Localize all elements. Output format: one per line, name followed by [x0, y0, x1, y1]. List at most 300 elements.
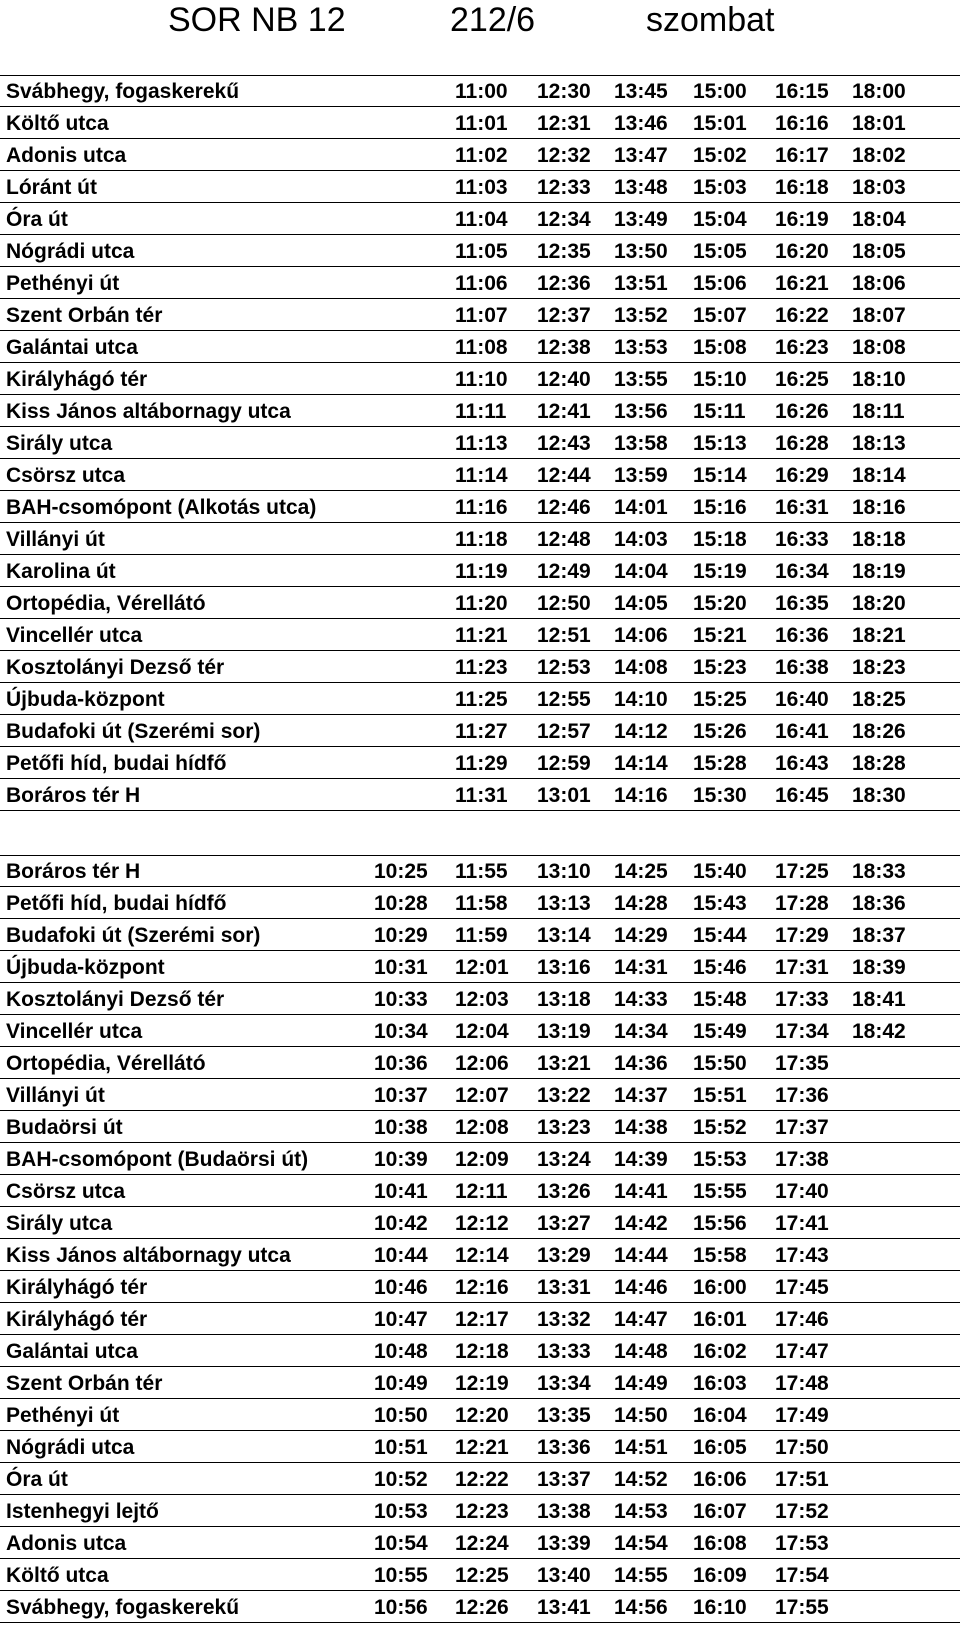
departure-time: 14:28 — [614, 892, 668, 915]
stop-name: Ortopédia, Vérellátó — [6, 592, 206, 615]
departure-time: 15:04 — [693, 208, 747, 231]
departure-time: 18:00 — [852, 80, 906, 103]
departure-time: 15:02 — [693, 144, 747, 167]
departure-time: 11:16 — [455, 496, 508, 519]
departure-time: 14:04 — [614, 560, 668, 583]
departure-time: 13:46 — [614, 112, 668, 135]
timetable-row — [0, 171, 960, 203]
departure-time: 14:36 — [614, 1052, 668, 1075]
stop-name: Villányi út — [6, 1084, 105, 1107]
stop-name: Csörsz utca — [6, 464, 126, 487]
departure-time: 10:37 — [374, 1084, 428, 1107]
departure-time: 15:51 — [693, 1084, 747, 1107]
departure-time: 18:11 — [852, 400, 905, 423]
departure-time: 18:36 — [852, 892, 906, 915]
departure-time: 13:56 — [614, 400, 668, 423]
departure-time: 17:28 — [775, 892, 829, 915]
departure-time: 15:07 — [693, 304, 747, 327]
departure-time: 15:56 — [693, 1212, 747, 1235]
departure-time: 18:02 — [852, 144, 906, 167]
stop-name: Újbuda-központ — [6, 956, 165, 979]
timetable-row — [0, 555, 960, 587]
departure-time: 16:06 — [693, 1468, 747, 1491]
stop-name: Galántai utca — [6, 336, 138, 359]
departure-time: 18:08 — [852, 336, 906, 359]
departure-time: 12:37 — [537, 304, 591, 327]
departure-time: 10:54 — [374, 1532, 428, 1555]
departure-time: 14:44 — [614, 1244, 668, 1267]
departure-time: 16:26 — [775, 400, 829, 423]
departure-time: 18:41 — [852, 988, 906, 1011]
stop-name: Kiss János altábornagy utca — [6, 1244, 291, 1267]
stop-name: Adonis utca — [6, 144, 127, 167]
departure-time: 13:47 — [614, 144, 668, 167]
stop-name: Újbuda-központ — [6, 688, 165, 711]
departure-time: 12:41 — [537, 400, 591, 423]
timetable-row — [0, 139, 960, 171]
timetable-row — [0, 1143, 960, 1175]
departure-time: 10:52 — [374, 1468, 428, 1491]
departure-time: 15:00 — [693, 80, 747, 103]
departure-time: 18:03 — [852, 176, 906, 199]
departure-time: 18:42 — [852, 1020, 906, 1043]
timetable-row — [0, 363, 960, 395]
departure-time: 15:10 — [693, 368, 747, 391]
departure-time: 12:50 — [537, 592, 591, 615]
stop-name: Boráros tér H — [6, 784, 141, 807]
departure-time: 10:36 — [374, 1052, 428, 1075]
stop-name: Nógrádi utca — [6, 240, 135, 263]
timetable-row — [0, 651, 960, 683]
departure-time: 15:43 — [693, 892, 747, 915]
departure-time: 10:51 — [374, 1436, 428, 1459]
departure-time: 15:46 — [693, 956, 747, 979]
departure-time: 17:36 — [775, 1084, 829, 1107]
stop-name: Nógrádi utca — [6, 1436, 135, 1459]
stop-name: Kiss János altábornagy utca — [6, 400, 291, 423]
departure-time: 12:48 — [537, 528, 591, 551]
departure-time: 12:24 — [455, 1532, 509, 1555]
departure-time: 12:40 — [537, 368, 591, 391]
departure-time: 13:58 — [614, 432, 668, 455]
stop-name: Villányi út — [6, 528, 105, 551]
departure-time: 18:06 — [852, 272, 906, 295]
departure-time: 16:03 — [693, 1372, 747, 1395]
departure-time: 12:30 — [537, 80, 591, 103]
departure-time: 14:54 — [614, 1532, 668, 1555]
departure-time: 12:57 — [537, 720, 591, 743]
departure-time: 13:22 — [537, 1084, 591, 1107]
departure-time: 12:26 — [455, 1596, 509, 1619]
departure-time: 18:05 — [852, 240, 906, 263]
stop-name: Karolina út — [6, 560, 116, 583]
departure-time: 12:18 — [455, 1340, 509, 1363]
timetable-row — [0, 1175, 960, 1207]
departure-time: 15:52 — [693, 1116, 747, 1139]
departure-time: 15:26 — [693, 720, 747, 743]
departure-time: 13:34 — [537, 1372, 591, 1395]
stop-name: Ortopédia, Vérellátó — [6, 1052, 206, 1075]
departure-time: 10:53 — [374, 1500, 428, 1523]
stop-name: Óra út — [6, 1468, 68, 1491]
departure-time: 13:14 — [537, 924, 591, 947]
departure-time: 13:19 — [537, 1020, 591, 1043]
departure-time: 17:50 — [775, 1436, 829, 1459]
departure-time: 16:16 — [775, 112, 829, 135]
departure-time: 11:02 — [455, 144, 508, 167]
departure-time: 12:44 — [537, 464, 591, 487]
departure-time: 13:01 — [537, 784, 591, 807]
departure-time: 13:24 — [537, 1148, 591, 1171]
timetable-row — [0, 75, 960, 107]
departure-time: 15:58 — [693, 1244, 747, 1267]
departure-time: 11:21 — [455, 624, 508, 647]
departure-time: 17:49 — [775, 1404, 829, 1427]
stop-name: Kosztolányi Dezső tér — [6, 656, 225, 679]
stop-name: Óra út — [6, 208, 68, 231]
departure-time: 13:26 — [537, 1180, 591, 1203]
departure-time: 14:33 — [614, 988, 668, 1011]
departure-time: 18:28 — [852, 752, 906, 775]
departure-time: 11:18 — [455, 528, 508, 551]
departure-time: 11:10 — [455, 368, 508, 391]
departure-time: 17:43 — [775, 1244, 829, 1267]
departure-time: 12:25 — [455, 1564, 509, 1587]
stop-name: Királyhágó tér — [6, 1308, 148, 1331]
departure-time: 14:08 — [614, 656, 668, 679]
departure-time: 15:03 — [693, 176, 747, 199]
stop-name: Pethényi út — [6, 1404, 120, 1427]
departure-time: 15:49 — [693, 1020, 747, 1043]
departure-time: 12:20 — [455, 1404, 509, 1427]
departure-time: 15:30 — [693, 784, 747, 807]
departure-time: 16:20 — [775, 240, 829, 263]
departure-time: 15:01 — [693, 112, 747, 135]
departure-time: 12:59 — [537, 752, 591, 775]
departure-time: 18:04 — [852, 208, 906, 231]
departure-time: 13:18 — [537, 988, 591, 1011]
departure-time: 15:14 — [693, 464, 747, 487]
stop-name: Svábhegy, fogaskerekű — [6, 1596, 240, 1619]
departure-time: 18:23 — [852, 656, 906, 679]
stop-name: Istenhegyi lejtő — [6, 1500, 159, 1523]
stop-name: Költő utca — [6, 112, 109, 135]
timetable-row — [0, 267, 960, 299]
timetable-row — [0, 951, 960, 983]
departure-time: 11:23 — [455, 656, 508, 679]
timetable-row — [0, 491, 960, 523]
stop-name: Szent Orbán tér — [6, 1372, 163, 1395]
departure-time: 13:52 — [614, 304, 668, 327]
departure-time: 15:25 — [693, 688, 747, 711]
departure-time: 11:25 — [455, 688, 508, 711]
departure-time: 16:40 — [775, 688, 829, 711]
stop-name: Vincellér utca — [6, 1020, 143, 1043]
timetable-row — [0, 459, 960, 491]
departure-time: 13:55 — [614, 368, 668, 391]
stop-name: Lóránt út — [6, 176, 97, 199]
departure-time: 16:15 — [775, 80, 829, 103]
departure-time: 17:33 — [775, 988, 829, 1011]
departure-time: 16:25 — [775, 368, 829, 391]
departure-time: 11:05 — [455, 240, 508, 263]
departure-time: 13:38 — [537, 1500, 591, 1523]
timetable-row — [0, 1303, 960, 1335]
departure-time: 14:56 — [614, 1596, 668, 1619]
departure-time: 16:28 — [775, 432, 829, 455]
departure-time: 17:54 — [775, 1564, 829, 1587]
departure-time: 18:07 — [852, 304, 906, 327]
inbound-timetable — [0, 855, 960, 1623]
departure-time: 13:45 — [614, 80, 668, 103]
departure-time: 14:12 — [614, 720, 668, 743]
departure-time: 12:51 — [537, 624, 591, 647]
departure-time: 14:29 — [614, 924, 668, 947]
departure-time: 14:39 — [614, 1148, 668, 1171]
departure-time: 16:31 — [775, 496, 829, 519]
departure-time: 12:35 — [537, 240, 591, 263]
departure-time: 18:13 — [852, 432, 906, 455]
timetable-row — [0, 331, 960, 363]
departure-time: 13:16 — [537, 956, 591, 979]
departure-time: 12:21 — [455, 1436, 509, 1459]
departure-time: 12:31 — [537, 112, 591, 135]
departure-time: 12:53 — [537, 656, 591, 679]
departure-time: 16:19 — [775, 208, 829, 231]
departure-time: 11:59 — [455, 924, 508, 947]
timetable-row — [0, 855, 960, 887]
departure-time: 16:17 — [775, 144, 829, 167]
departure-time: 18:20 — [852, 592, 906, 615]
departure-time: 18:30 — [852, 784, 906, 807]
stop-name: Svábhegy, fogaskerekű — [6, 80, 240, 103]
departure-time: 17:51 — [775, 1468, 829, 1491]
timetable-row — [0, 1111, 960, 1143]
departure-time: 10:49 — [374, 1372, 428, 1395]
departure-time: 11:20 — [455, 592, 508, 615]
timetable-row — [0, 427, 960, 459]
departure-time: 11:29 — [455, 752, 508, 775]
departure-time: 14:10 — [614, 688, 668, 711]
departure-time: 14:52 — [614, 1468, 668, 1491]
departure-time: 12:38 — [537, 336, 591, 359]
departure-time: 17:31 — [775, 956, 829, 979]
departure-time: 13:10 — [537, 860, 591, 883]
departure-time: 12:43 — [537, 432, 591, 455]
departure-time: 10:28 — [374, 892, 428, 915]
departure-time: 12:23 — [455, 1500, 509, 1523]
departure-time: 18:39 — [852, 956, 906, 979]
departure-time: 14:01 — [614, 496, 668, 519]
departure-time: 16:38 — [775, 656, 829, 679]
outbound-timetable — [0, 75, 960, 811]
timetable-row — [0, 107, 960, 139]
departure-time: 10:39 — [374, 1148, 428, 1171]
departure-time: 14:46 — [614, 1276, 668, 1299]
stop-name: Boráros tér H — [6, 860, 141, 883]
departure-time: 15:23 — [693, 656, 747, 679]
departure-time: 16:36 — [775, 624, 829, 647]
departure-time: 13:27 — [537, 1212, 591, 1235]
departure-time: 12:12 — [455, 1212, 509, 1235]
departure-time: 12:01 — [455, 956, 509, 979]
departure-time: 11:03 — [455, 176, 508, 199]
timetable-row — [0, 1239, 960, 1271]
departure-time: 16:43 — [775, 752, 829, 775]
departure-time: 10:47 — [374, 1308, 428, 1331]
timetable-row — [0, 523, 960, 555]
departure-time: 12:32 — [537, 144, 591, 167]
departure-time: 15:44 — [693, 924, 747, 947]
departure-time: 18:26 — [852, 720, 906, 743]
departure-time: 13:53 — [614, 336, 668, 359]
timetable-row — [0, 1047, 960, 1079]
departure-time: 14:55 — [614, 1564, 668, 1587]
departure-time: 11:08 — [455, 336, 508, 359]
departure-time: 18:19 — [852, 560, 906, 583]
departure-time: 14:42 — [614, 1212, 668, 1235]
departure-time: 11:58 — [455, 892, 508, 915]
departure-time: 10:25 — [374, 860, 428, 883]
departure-time: 16:33 — [775, 528, 829, 551]
departure-time: 12:22 — [455, 1468, 509, 1491]
departure-time: 15:48 — [693, 988, 747, 1011]
service-day: szombat — [646, 1, 775, 39]
departure-time: 12:55 — [537, 688, 591, 711]
departure-time: 16:41 — [775, 720, 829, 743]
departure-time: 14:14 — [614, 752, 668, 775]
departure-time: 15:11 — [693, 400, 746, 423]
departure-time: 13:36 — [537, 1436, 591, 1459]
departure-time: 17:29 — [775, 924, 829, 947]
timetable-row — [0, 203, 960, 235]
departure-time: 15:20 — [693, 592, 747, 615]
route-code: 212/6 — [450, 1, 536, 39]
departure-time: 17:25 — [775, 860, 829, 883]
stop-name: Budaörsi út — [6, 1116, 123, 1139]
departure-time: 18:33 — [852, 860, 906, 883]
departure-time: 17:35 — [775, 1052, 829, 1075]
stop-name: Petőfi híd, budai hídfő — [6, 892, 227, 915]
departure-time: 16:02 — [693, 1340, 747, 1363]
departure-time: 13:37 — [537, 1468, 591, 1491]
departure-time: 12:06 — [455, 1052, 509, 1075]
departure-time: 16:08 — [693, 1532, 747, 1555]
departure-time: 15:18 — [693, 528, 747, 551]
departure-time: 14:50 — [614, 1404, 668, 1427]
departure-time: 17:47 — [775, 1340, 829, 1363]
timetable-row — [0, 299, 960, 331]
timetable-row — [0, 235, 960, 267]
departure-time: 14:31 — [614, 956, 668, 979]
departure-time: 13:23 — [537, 1116, 591, 1139]
timetable-row — [0, 395, 960, 427]
departure-time: 16:04 — [693, 1404, 747, 1427]
departure-time: 16:23 — [775, 336, 829, 359]
departure-time: 15:13 — [693, 432, 747, 455]
departure-time: 13:49 — [614, 208, 668, 231]
departure-time: 13:50 — [614, 240, 668, 263]
departure-time: 12:33 — [537, 176, 591, 199]
departure-time: 11:11 — [455, 400, 507, 423]
departure-time: 15:28 — [693, 752, 747, 775]
departure-time: 11:04 — [455, 208, 508, 231]
departure-time: 11:14 — [455, 464, 508, 487]
departure-time: 10:48 — [374, 1340, 428, 1363]
departure-time: 12:07 — [455, 1084, 509, 1107]
stop-name: BAH-csomópont (Budaörsi út) — [6, 1148, 309, 1171]
departure-time: 12:34 — [537, 208, 591, 231]
departure-time: 15:06 — [693, 272, 747, 295]
timetable-row — [0, 1495, 960, 1527]
departure-time: 13:32 — [537, 1308, 591, 1331]
departure-time: 11:07 — [455, 304, 508, 327]
departure-time: 12:49 — [537, 560, 591, 583]
departure-time: 13:59 — [614, 464, 668, 487]
stop-name: Petőfi híd, budai hídfő — [6, 752, 227, 775]
stop-name: Csörsz utca — [6, 1180, 126, 1203]
departure-time: 14:51 — [614, 1436, 668, 1459]
timetable-row — [0, 983, 960, 1015]
departure-time: 14:48 — [614, 1340, 668, 1363]
departure-time: 18:16 — [852, 496, 906, 519]
departure-time: 13:29 — [537, 1244, 591, 1267]
departure-time: 11:31 — [455, 784, 508, 807]
departure-time: 16:22 — [775, 304, 829, 327]
departure-time: 13:40 — [537, 1564, 591, 1587]
departure-time: 18:21 — [852, 624, 906, 647]
departure-time: 17:55 — [775, 1596, 829, 1619]
departure-time: 10:33 — [374, 988, 428, 1011]
departure-time: 12:36 — [537, 272, 591, 295]
departure-time: 12:46 — [537, 496, 591, 519]
departure-time: 17:38 — [775, 1148, 829, 1171]
departure-time: 12:08 — [455, 1116, 509, 1139]
departure-time: 17:37 — [775, 1116, 829, 1139]
departure-time: 13:51 — [614, 272, 668, 295]
departure-time: 10:38 — [374, 1116, 428, 1139]
stop-name: Pethényi út — [6, 272, 120, 295]
departure-time: 12:11 — [455, 1180, 508, 1203]
departure-time: 16:35 — [775, 592, 829, 615]
stop-name: Vincellér utca — [6, 624, 143, 647]
timetable-row — [0, 1367, 960, 1399]
departure-time: 14:34 — [614, 1020, 668, 1043]
departure-time: 12:09 — [455, 1148, 509, 1171]
stop-name: Sirály utca — [6, 1212, 113, 1235]
departure-time: 12:16 — [455, 1276, 509, 1299]
departure-time: 15:50 — [693, 1052, 747, 1075]
departure-time: 12:04 — [455, 1020, 509, 1043]
departure-time: 10:50 — [374, 1404, 428, 1427]
departure-time: 16:07 — [693, 1500, 747, 1523]
departure-time: 18:01 — [852, 112, 906, 135]
stop-name: Szent Orbán tér — [6, 304, 163, 327]
departure-time: 10:42 — [374, 1212, 428, 1235]
timetable-row — [0, 747, 960, 779]
departure-time: 15:08 — [693, 336, 747, 359]
departure-time: 13:13 — [537, 892, 591, 915]
departure-time: 16:05 — [693, 1436, 747, 1459]
departure-time: 10:44 — [374, 1244, 428, 1267]
route-line: SOR NB 12 — [168, 1, 346, 39]
departure-time: 14:16 — [614, 784, 668, 807]
stop-name: Budafoki út (Szerémi sor) — [6, 924, 261, 947]
departure-time: 10:46 — [374, 1276, 428, 1299]
departure-time: 13:31 — [537, 1276, 591, 1299]
page-header — [0, 0, 960, 44]
departure-time: 16:01 — [693, 1308, 747, 1331]
